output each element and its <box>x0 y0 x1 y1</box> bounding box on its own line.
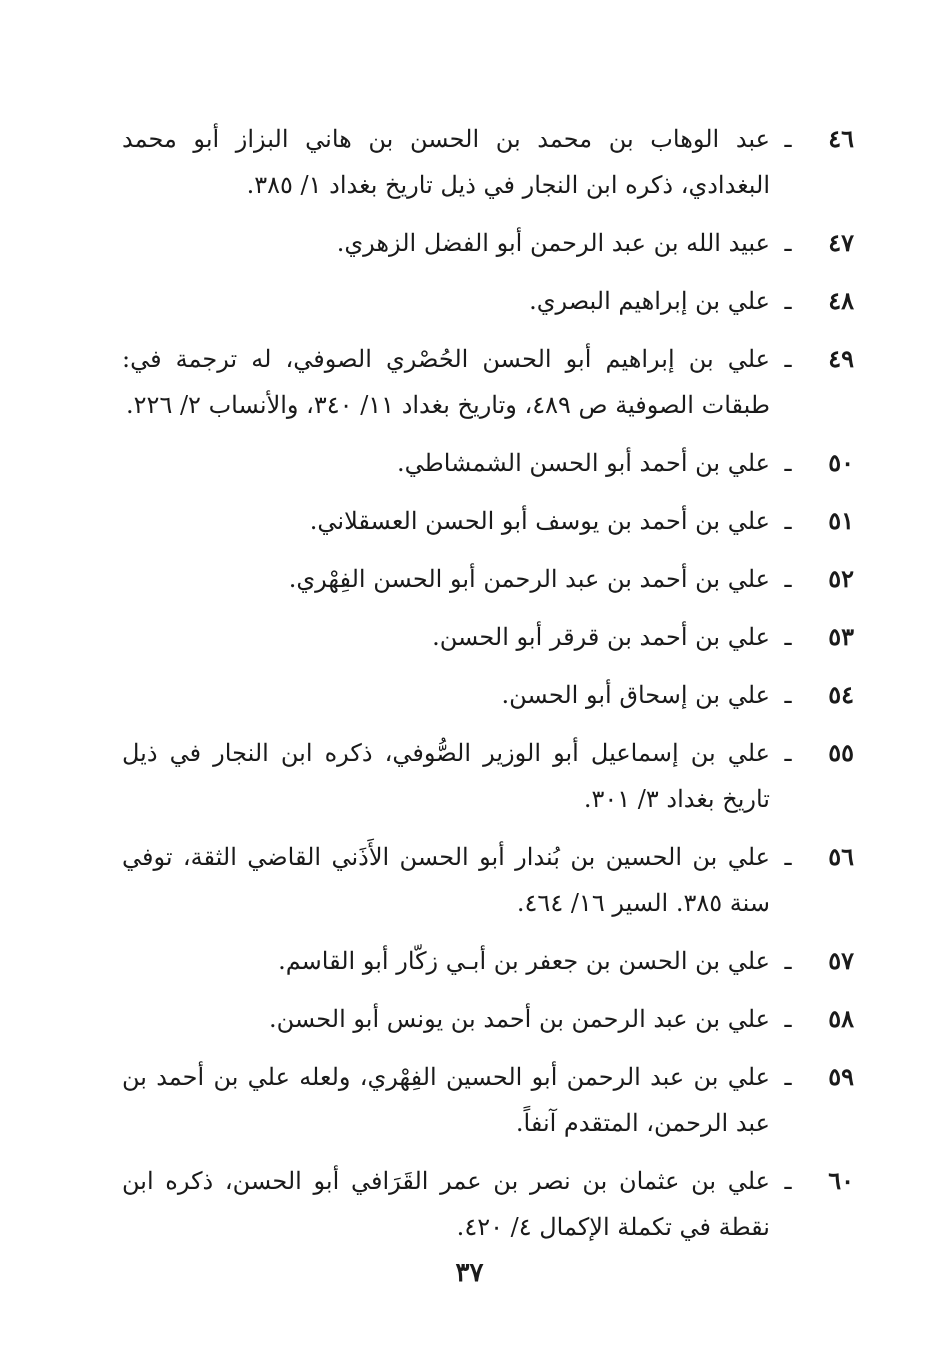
list-item <box>122 556 854 602</box>
page-number: ٣٧ <box>455 1258 484 1288</box>
entry-dash: ـ <box>784 345 792 373</box>
entry-number: ٥٥ <box>828 738 854 767</box>
entry-text: علي بن إسحاق أبو الحسن. <box>501 681 770 709</box>
entry-list <box>122 116 854 1250</box>
entry-text: علي بن أحمد بن يوسف أبو الحسن العسقلاني. <box>309 507 770 535</box>
list-item <box>122 996 854 1042</box>
entry-dash: ـ <box>784 229 792 257</box>
entry-number: ٥٤ <box>828 680 854 709</box>
list-item <box>122 440 854 486</box>
entry-number: ٥٣ <box>828 622 854 651</box>
entry-dash: ـ <box>784 287 792 315</box>
entry-text: علي بن أحمد بن قرقر أبو الحسن. <box>432 623 770 651</box>
entry-dash: ـ <box>784 623 792 651</box>
entry-number: ٤٩ <box>828 344 854 373</box>
entry-text: علي بن الحسين بن بُندار أبو الحسن الأَذَني القاضي الثقة، توفي سنة ٣٨٥. السير ١٦/ ٤٦٤. <box>122 843 770 917</box>
list-item <box>122 938 854 984</box>
entry-number: ٦٠ <box>828 1166 854 1195</box>
entry-text: علي بن إسماعيل أبو الوزير الصُّوفي، ذكره ابن النجار في ذيل تاريخ بغداد ٣/ ٣٠١. <box>122 739 770 813</box>
entry-number: ٤٦ <box>828 124 854 153</box>
list-item <box>122 834 854 926</box>
list-item <box>122 730 854 822</box>
entry-number: ٤٧ <box>828 228 854 257</box>
list-item <box>122 1158 854 1250</box>
entry-dash: ـ <box>784 947 792 975</box>
entry-text: علي بن الحسن بن جعفر بن أبـي زكّار أبو القاسم. <box>278 947 770 975</box>
entry-dash: ـ <box>784 1005 792 1033</box>
list-item <box>122 498 854 544</box>
list-item <box>122 278 854 324</box>
entry-number: ٤٨ <box>828 286 854 315</box>
entry-text: علي بن عثمان بن نصر بن عمر القَرَافي أبو الحسن، ذكره ابن نقطة في تكملة الإكمال ٤/ ٤٢٠. <box>122 1167 770 1241</box>
list-item <box>122 220 854 266</box>
entry-dash: ـ <box>784 565 792 593</box>
list-item <box>122 116 854 208</box>
entry-text: علي بن أحمد أبو الحسن الشمشاطي. <box>397 449 770 477</box>
entry-dash: ـ <box>784 1167 792 1195</box>
entry-number: ٥١ <box>828 506 854 535</box>
entry-text: علي بن عبد الرحمن أبو الحسين الفِهْري، ولعله علي بن أحمد بن عبد الرحمن، المتقدم آنفاً. <box>122 1063 770 1137</box>
entry-number: ٥٠ <box>828 448 854 477</box>
entry-dash: ـ <box>784 739 792 767</box>
entry-text: علي بن إبراهيم أبو الحسن الحُصْري الصوفي، له ترجمة في: طبقات الصوفية ص ٤٨٩، وتاريخ بغداد ١١/ ٣٤٠، والأنساب ٢/ ٢٢٦. <box>122 345 770 419</box>
entry-dash: ـ <box>784 125 792 153</box>
list-item <box>122 1054 854 1146</box>
entry-dash: ـ <box>784 681 792 709</box>
list-item <box>122 336 854 428</box>
entry-text: عبيد الله بن عبد الرحمن أبو الفضل الزهري. <box>336 229 770 257</box>
list-item <box>122 614 854 660</box>
entry-dash: ـ <box>784 843 792 871</box>
entry-number: ٥٨ <box>828 1004 854 1033</box>
entry-number: ٥٧ <box>828 946 854 975</box>
entry-text: علي بن أحمد بن عبد الرحمن أبو الحسن الفِهْري. <box>288 565 770 593</box>
entry-text: علي بن عبد الرحمن بن أحمد بن يونس أبو الحسن. <box>269 1005 770 1033</box>
entry-number: ٥٩ <box>828 1062 854 1091</box>
entry-dash: ـ <box>784 449 792 477</box>
entry-number: ٥٢ <box>828 564 854 593</box>
entry-dash: ـ <box>784 507 792 535</box>
entry-number: ٥٦ <box>828 842 854 871</box>
entry-text: علي بن إبراهيم البصري. <box>529 287 770 315</box>
entry-text: عبد الوهاب بن محمد بن الحسن بن هاني البزاز أبو محمد البغدادي، ذكره ابن النجار في ذيل تاريخ بغداد ١/ ٣٨٥. <box>122 125 770 199</box>
entry-dash: ـ <box>784 1063 792 1091</box>
list-item <box>122 672 854 718</box>
